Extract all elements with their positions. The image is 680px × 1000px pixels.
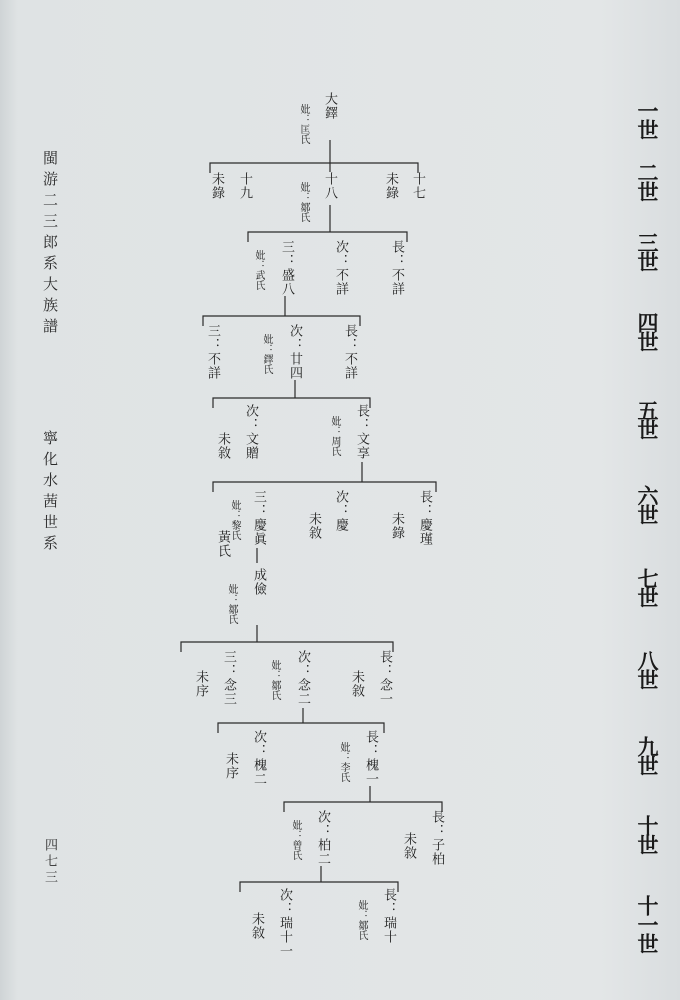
person-note: 未敘 (306, 512, 321, 540)
generation-label: 六世 (635, 485, 660, 523)
person-name: 次：文贈 (243, 404, 258, 460)
person-note: 未序 (223, 752, 238, 780)
spouse-label: 妣：李氏 (338, 742, 349, 782)
person-name: 次：柏二 (315, 810, 330, 866)
person-name: 成儉 (251, 568, 266, 596)
generation-label: 三世 (635, 232, 660, 270)
person-name: 三：慶眞 (251, 490, 266, 546)
generation-label: 一世 (635, 100, 660, 138)
person-name: 長：文享 (354, 404, 369, 460)
person-name: 十七 (410, 172, 425, 200)
person-name: 次：廿四 (287, 324, 302, 380)
person-name: 十八 (322, 172, 337, 200)
spouse-label: 妣：曾氏 (290, 820, 301, 860)
person-name: 三：念三 (221, 650, 236, 706)
generation-label: 七世 (635, 568, 660, 606)
person-note: 未錄 (383, 172, 398, 200)
person-name: 次：槐二 (251, 730, 266, 786)
spouse-label: 妣：鄒氏 (298, 182, 309, 222)
spouse-label: 妣：鄒氏 (356, 900, 367, 940)
spouse-label: 妣：周氏 (329, 416, 340, 456)
generation-label: 四世 (635, 312, 660, 350)
generation-label: 九世 (635, 736, 660, 774)
person-name: 長：念一 (377, 650, 392, 706)
person-note: 未敘 (215, 432, 230, 460)
spouse-label: 妣：匡氏 (298, 104, 309, 144)
spouse-label: 妣：鄒氏 (269, 660, 280, 700)
person-name: 三：不詳 (205, 324, 220, 380)
person-name: 長：瑞十 (381, 888, 396, 944)
person-name: 長：慶瑾 (417, 490, 432, 546)
generation-label: 八世 (635, 650, 660, 688)
spouse-label: 妣：武氏 (253, 250, 264, 290)
person-name: 十九 (237, 172, 252, 200)
generation-label: 十世 (635, 815, 660, 853)
spouse-label: 妣：鄒氏 (226, 584, 237, 624)
person-name: 長：槐一 (363, 730, 378, 786)
book-title: 閩游二三郎系大族譜 (41, 150, 59, 339)
person-name: 長：不詳 (342, 324, 357, 380)
generation-label: 十一世 (635, 895, 660, 952)
generation-label: 五世 (635, 400, 660, 438)
person-note: 未錄 (209, 172, 224, 200)
person-name: 次：瑞十一 (277, 888, 292, 958)
person-name: 長：子柏 (429, 810, 444, 866)
section-title: 寧化水茜世系 (41, 430, 59, 556)
person-name: 次：不詳 (333, 240, 348, 296)
generation-label: 二世 (635, 162, 660, 200)
spouse-label: 黃氏 (215, 530, 230, 558)
person-note: 未錄 (389, 512, 404, 540)
spouse-label: 妣：黎氏 (229, 500, 240, 540)
spouse-label: 妣：鐸氏 (261, 334, 272, 374)
person-name: 大鐸 (322, 92, 337, 120)
person-note: 未敘 (249, 912, 264, 940)
person-note: 未序 (193, 670, 208, 698)
person-name: 次：念二 (295, 650, 310, 706)
person-name: 長：不詳 (389, 240, 404, 296)
person-name: 次：慶 (333, 490, 348, 532)
person-note: 未敘 (349, 670, 364, 698)
person-name: 三：盛八 (279, 240, 294, 296)
page-number: 四七三 (42, 838, 57, 886)
person-note: 未敘 (401, 832, 416, 860)
